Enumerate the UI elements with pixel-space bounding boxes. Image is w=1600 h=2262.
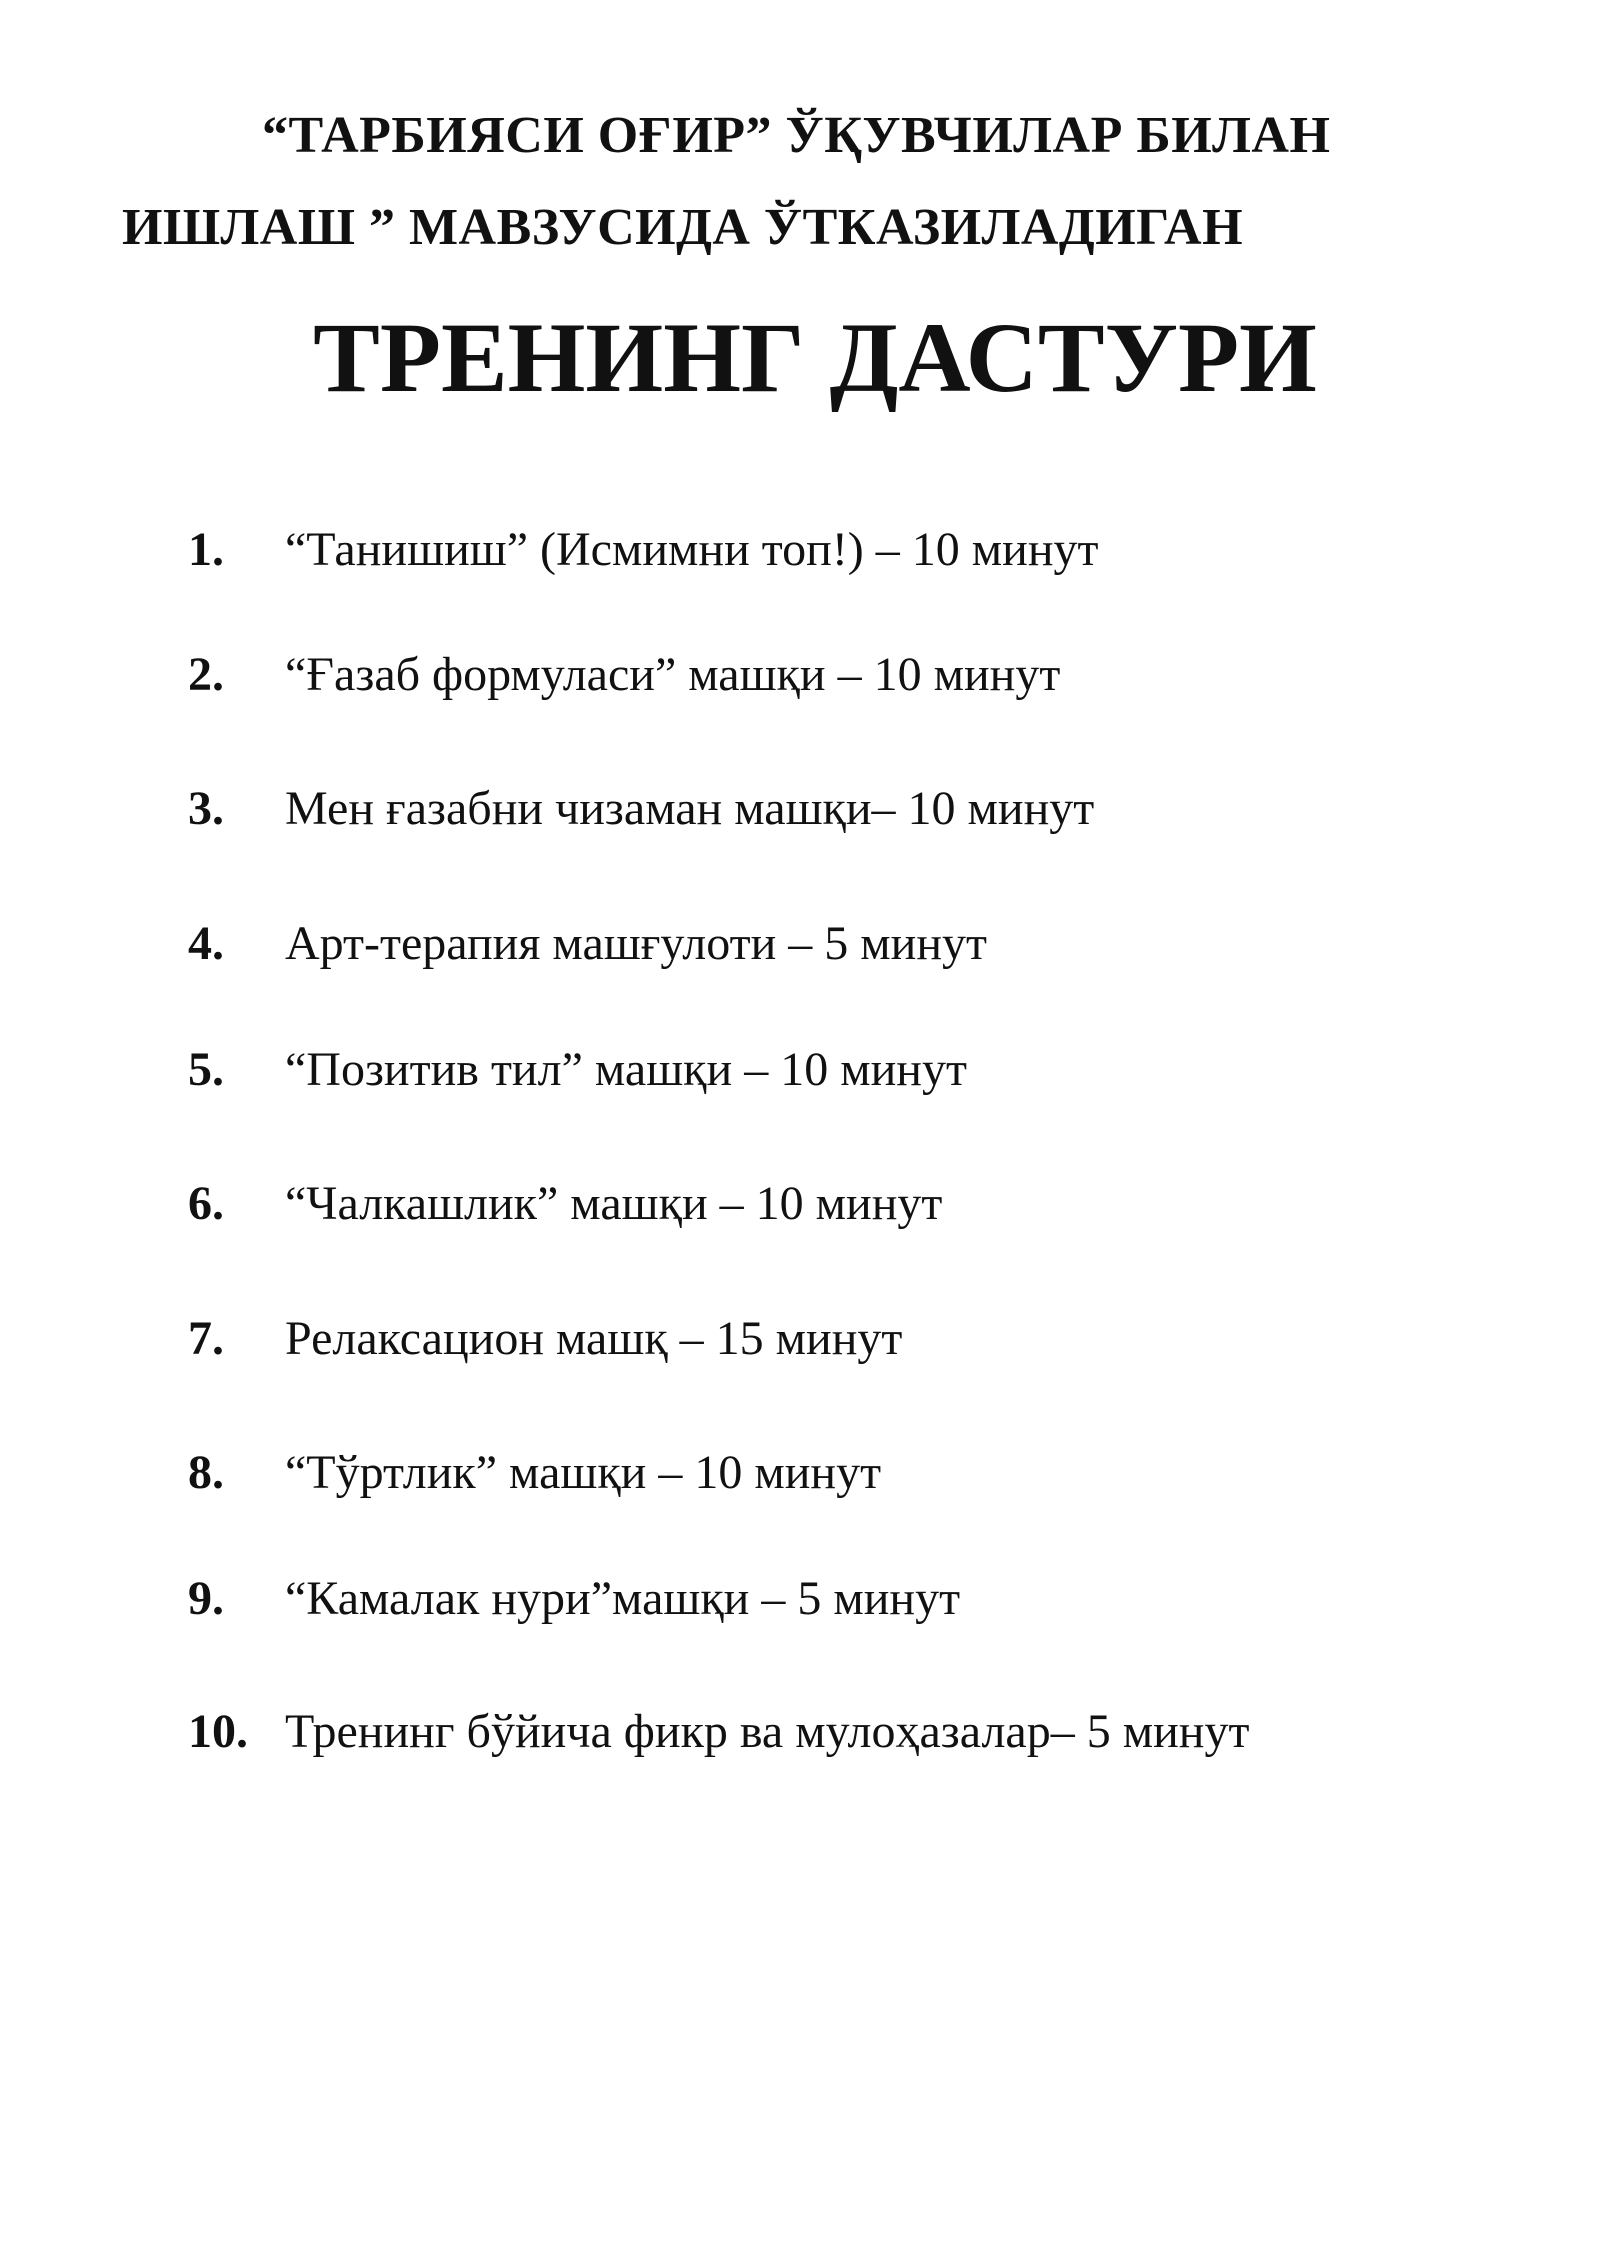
program-item-5 — [188, 1038, 1488, 1102]
item-number: 8. — [188, 1446, 224, 1499]
item-text: “Позитив тил” машқи – 10 минут — [285, 1043, 967, 1096]
item-number: 5. — [188, 1043, 224, 1096]
program-item-4 — [188, 912, 1488, 976]
item-text: “Ғазаб формуласи” машқи – 10 минут — [285, 648, 1061, 701]
program-item-10 — [188, 1700, 1488, 1764]
item-number: 10. — [188, 1705, 248, 1758]
item-text: “Танишиш” (Исмимни топ!) – 10 минут — [285, 523, 1099, 576]
program-item-2 — [188, 643, 1488, 707]
item-text: “Камалак нури”машқи – 5 минут — [285, 1572, 961, 1625]
item-text: Релаксацион машқ – 15 минут — [285, 1312, 903, 1365]
program-item-6 — [188, 1172, 1488, 1236]
item-text: “Тўртлик” машқи – 10 минут — [285, 1446, 882, 1499]
program-item-8 — [188, 1441, 1488, 1505]
heading-line-2: ИШЛАШ ” МАВЗУСИДА ЎТКАЗИЛАДИГАН — [122, 199, 1244, 256]
item-number: 1. — [188, 523, 224, 576]
item-text: Арт-терапия машғулоти – 5 минут — [285, 917, 987, 970]
item-number: 2. — [188, 648, 224, 701]
item-text: Тренинг бўйича фикр ва мулоҳазалар– 5 минут — [285, 1705, 1250, 1758]
program-item-9 — [188, 1567, 1488, 1631]
item-number: 9. — [188, 1572, 224, 1625]
document-title: ТРЕНИНГ ДАСТУРИ — [313, 302, 1317, 413]
item-text: Мен ғазабни чизаман машқи– 10 минут — [285, 782, 1095, 835]
program-item-1 — [188, 518, 1488, 582]
item-number: 3. — [188, 782, 224, 835]
program-item-7 — [188, 1307, 1488, 1371]
item-number: 4. — [188, 917, 224, 970]
item-text: “Чалкашлик” машқи – 10 минут — [285, 1177, 943, 1230]
item-number: 6. — [188, 1177, 224, 1230]
heading-line-1: “ТАРБИЯСИ ОҒИР” ЎҚУВЧИЛАР БИЛАН — [262, 107, 1331, 164]
item-number: 7. — [188, 1312, 224, 1365]
program-item-3 — [188, 777, 1488, 841]
